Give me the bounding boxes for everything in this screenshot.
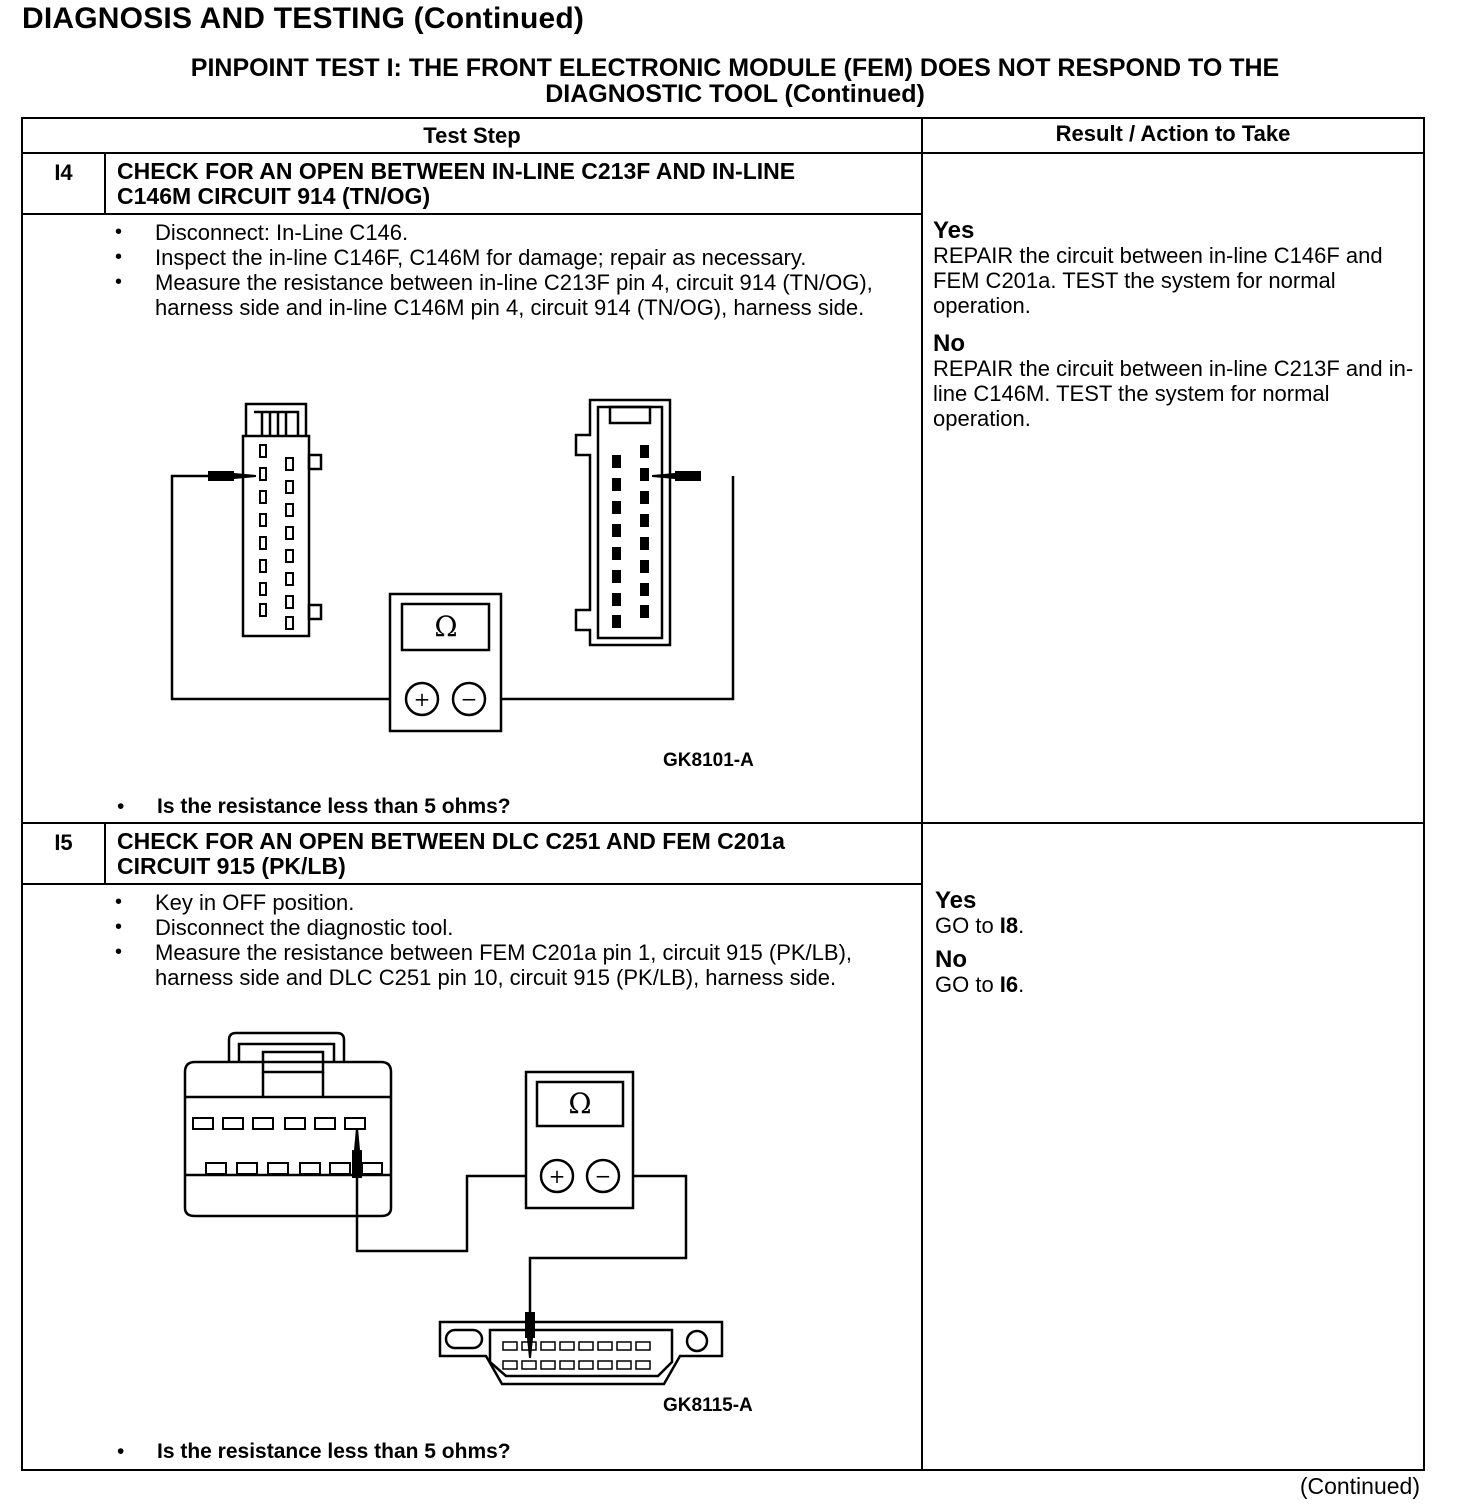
fem-c201a-connector-body [185, 1062, 391, 1216]
bullet-item: • Measure the resistance between in-line C213F pin 4, circuit 914 (TN/OG), harness side and in-line C146M pin 4, circuit 914 (TN/OG), harness side. [115, 270, 895, 320]
probe-tip-dlc [525, 1312, 535, 1338]
no-goto-step: I6 [999, 972, 1019, 997]
bullet-item: • Measure the resistance between FEM C201a pin 1, circuit 915 (PK/LB), harness side and DLC C251 pin 10, circuit 915 (PK/LB), harness side. [115, 940, 895, 990]
step-number: I5 [54, 830, 73, 855]
minus-sign: − [460, 687, 478, 711]
plus-sign: + [413, 687, 431, 711]
step-question: • Is the resistance less than 5 ohms? [117, 1440, 511, 1464]
ohm-symbol: Ω [568, 1087, 592, 1120]
step-title-line-1: CHECK FOR AN OPEN BETWEEN IN-LINE C213F AND IN-LINE [117, 158, 796, 184]
test-lead-negative [530, 1176, 686, 1320]
yes-goto-step: I8 [999, 913, 1019, 938]
pinpoint-title-line-1: PINPOINT TEST I: THE FRONT ELECTRONIC MODULE (FEM) DOES NOT RESPOND TO THE [190, 54, 1280, 82]
probe-tip-fem [352, 1150, 362, 1178]
pinpoint-title-line-2: DIAGNOSTIC TOOL (Continued) [545, 80, 925, 108]
minus-sign: − [594, 1164, 612, 1188]
probe-needle-dlc [527, 1338, 533, 1358]
yes-action-prefix: GO to [935, 913, 1000, 938]
figure-id: GK8101-A [663, 750, 754, 771]
bullet-item: • Disconnect the diagnostic tool. [115, 915, 895, 940]
no-label: No [935, 946, 967, 973]
probe-needle-fem [354, 1128, 360, 1150]
bullet-item: • Inspect the in-line C146F, C146M for damage; repair as necessary. [115, 245, 815, 270]
plus-sign: + [548, 1164, 566, 1188]
dlc-mount-right [687, 1331, 707, 1351]
continued-note: (Continued) [1299, 1473, 1420, 1499]
yes-action-suffix: . [1018, 913, 1025, 938]
no-action-prefix: GO to [935, 972, 1000, 997]
bullet-item: • Key in OFF position. [115, 890, 895, 915]
yes-label: Yes [933, 217, 975, 244]
no-action: REPAIR the circuit between in-line C213F and in-line C146M. TEST the system for normal operation. [933, 356, 1414, 431]
no-label: No [933, 330, 965, 357]
dlc-mount-left [446, 1330, 482, 1348]
header-result-action: Result / Action to Take [1055, 121, 1291, 146]
test-lead-positive [357, 1176, 526, 1251]
ohm-symbol: Ω [434, 610, 458, 643]
yes-label: Yes [935, 887, 977, 914]
page-title: DIAGNOSIS AND TESTING (Continued) [22, 2, 585, 35]
header-test-step: Test Step [423, 123, 521, 148]
fem-c201a-latch [229, 1033, 344, 1062]
figure-id: GK8115-A [663, 1395, 753, 1416]
step-title-line-2: CIRCUIT 915 (PK/LB) [117, 853, 346, 879]
dlc-c251-connector-body [440, 1322, 722, 1384]
yes-action [935, 913, 1415, 938]
i5-result [935, 889, 1415, 1007]
yes-action: REPAIR the circuit between in-line C146F and FEM C201a. TEST the system for normal operation. [933, 243, 1383, 318]
step-question: • Is the resistance less than 5 ohms? [117, 795, 511, 819]
step-number: I4 [54, 160, 73, 185]
step-title-line-2: C146M CIRCUIT 914 (TN/OG) [117, 183, 431, 209]
step-title-line-1: CHECK FOR AN OPEN BETWEEN DLC C251 AND FEM C201a [117, 828, 785, 854]
no-action [935, 972, 1415, 997]
no-action-suffix: . [1018, 972, 1025, 997]
bullet-item: • Disconnect: In-Line C146. [115, 220, 895, 245]
dlc-c251-pin-cavities [503, 1342, 650, 1369]
